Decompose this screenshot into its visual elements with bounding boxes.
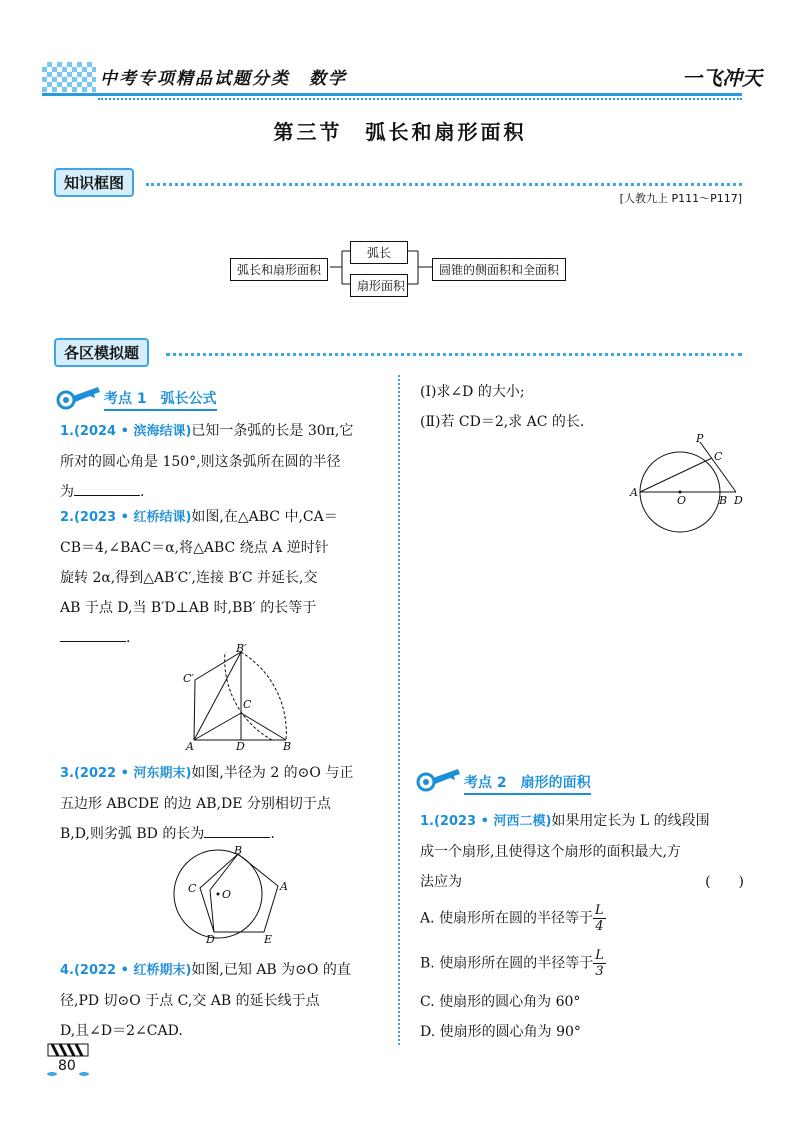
q3-answer-blank[interactable]: [204, 823, 270, 838]
section-title: 第三节 弧长和扇形面积: [273, 120, 527, 144]
q1-answer-blank[interactable]: [74, 481, 140, 496]
flow-box-arc-length: 弧长: [350, 241, 408, 264]
q2-line3: 旋转 2α,得到△AB′C′,连接 B′C 并延长,交: [60, 570, 318, 586]
q2-line1: 如图,在△ABC 中,CA＝: [191, 509, 338, 525]
q1-period: .: [140, 484, 145, 500]
fig1-label-D: D: [236, 740, 245, 753]
option-a-text: A. 使扇形所在圆的半径等于: [420, 910, 594, 927]
question-5: [420, 806, 750, 1047]
figure-rotation-triangle: [180, 642, 300, 754]
q5-answer-paren[interactable]: ( ): [705, 874, 744, 890]
key-icon-2: [414, 764, 464, 794]
fig2-label-O: O: [222, 888, 232, 901]
knowledge-label: 知识框图: [54, 168, 134, 197]
question-1: [60, 416, 396, 507]
q3-line2: 五边形 ABCDE 的边 AB,DE 分别相切于点: [60, 796, 331, 812]
q5-line1: 如果用定长为 L 的线段围: [551, 813, 710, 829]
option-b-fraction: [593, 948, 606, 979]
practice-label: 各区模拟题: [54, 338, 149, 367]
option-d[interactable]: D. 使扇形的圆心角为 90°: [420, 1024, 581, 1040]
q5-line3: 法应为: [420, 874, 462, 890]
q4-number: 4.: [60, 963, 74, 978]
figure-circle-tangent: [628, 434, 746, 534]
fig3-label-C: C: [714, 450, 723, 463]
fig1-label-B: B: [283, 740, 292, 753]
option-a-fraction: [593, 903, 606, 934]
q3-line3: B,D,则劣弧 BD 的长为: [60, 826, 205, 842]
q2-line2: CB＝4,∠BAC＝α,将△ABC 绕点 A 逆时针: [60, 540, 329, 556]
option-a[interactable]: [420, 903, 750, 934]
fig1-label-Cprime: C′: [183, 672, 194, 685]
q4-source: (2022 • 红桥期末): [73, 963, 192, 978]
q1-number: 1.: [60, 424, 74, 439]
fig3-label-A: A: [630, 486, 638, 499]
q2-line4: AB 于点 D,当 B′D⊥AB 时,BB′ 的长等于: [60, 600, 317, 616]
q3-line1: 如图,半径为 2 的⊙O 与正: [191, 765, 354, 781]
question-4-parts: [420, 377, 750, 437]
q1-source: (2024 • 滨海结课): [73, 424, 192, 439]
practice-dotted-line: [166, 353, 742, 356]
option-b-text: B. 使扇形所在圆的半径等于: [420, 955, 594, 972]
key-point-2: 考点 2 扇形的面积: [464, 772, 591, 795]
flow-box-cone-area: 圆锥的侧面积和全面积: [432, 258, 566, 281]
fig2-label-A: A: [280, 880, 288, 893]
q2-source: (2023 • 红桥结课): [73, 510, 192, 525]
fig2-label-B: B: [234, 844, 243, 857]
fig1-label-Bprime: B′: [236, 642, 247, 655]
q3-period: .: [270, 826, 275, 842]
q1-line2: 所对的圆心角是 150°,则这条弧所在圆的半径: [60, 454, 341, 470]
fig1-label-C: C: [243, 698, 252, 711]
fig2-label-C: C: [188, 882, 197, 895]
header-brand: 一飞冲天: [682, 66, 762, 90]
header-rule: [42, 93, 742, 96]
q1-line3: 为: [60, 484, 74, 500]
fig3-label-D: D: [734, 494, 743, 507]
key-icon: [54, 382, 104, 412]
column-divider: [398, 375, 400, 1045]
q5-line2: 成一个扇形,且使得这个扇形的面积最大,方: [420, 844, 681, 860]
fig2-label-E: E: [264, 933, 273, 946]
option-b-num: L: [595, 948, 604, 963]
option-b[interactable]: [420, 948, 750, 979]
option-a-den: 4: [595, 919, 604, 934]
key-point-1: 考点 1 弧长公式: [104, 388, 217, 411]
fig3-label-O: O: [677, 494, 687, 507]
q5-number: 1.: [420, 814, 434, 829]
flow-connectors: [330, 245, 440, 295]
header-dotted-rule: [98, 98, 742, 100]
question-2: [60, 502, 396, 653]
q2-line5: .: [126, 630, 131, 646]
q4-part1: (Ⅰ)求∠D 的大小;: [420, 384, 525, 400]
knowledge-dotted-line: [146, 183, 742, 186]
q3-source: (2022 • 河东期末): [73, 766, 192, 781]
q1-line1: 已知一条弧的长是 30π,它: [191, 423, 354, 439]
q3-number: 3.: [60, 766, 74, 781]
header-title: 中考专项精品试题分类 数学: [100, 69, 347, 89]
option-c[interactable]: C. 使扇形的圆心角为 60°: [420, 994, 581, 1010]
flow-box-main: 弧长和扇形面积: [230, 258, 328, 281]
q4-part2: (Ⅱ)若 CD＝2,求 AC 的长.: [420, 414, 585, 430]
q4-line3: D,且∠D＝2∠CAD.: [60, 1023, 183, 1039]
fig1-label-A: A: [186, 740, 194, 753]
q5-source: (2023 • 河西二模): [433, 814, 552, 829]
figure-circle-pentagon: [170, 842, 300, 947]
question-3: [60, 758, 396, 849]
option-a-num: L: [595, 903, 604, 918]
fig3-label-B: B: [719, 494, 728, 507]
fig3-label-P: P: [696, 434, 704, 445]
header-pattern: [42, 62, 96, 92]
option-b-den: 3: [595, 964, 604, 979]
q4-line1: 如图,已知 AB 为⊙O 的直: [191, 962, 351, 978]
q2-answer-blank[interactable]: [60, 627, 126, 642]
fig2-label-D: D: [206, 933, 215, 946]
q2-number: 2.: [60, 510, 74, 525]
textbook-reference: [人教九上 P111～P117]: [619, 192, 742, 205]
question-4: [60, 955, 396, 1046]
flow-box-sector-area: 扇形面积: [350, 274, 408, 297]
page-number: 80: [58, 1058, 76, 1074]
q4-line2: 径,PD 切⊙O 于点 C,交 AB 的延长线于点: [60, 993, 320, 1009]
